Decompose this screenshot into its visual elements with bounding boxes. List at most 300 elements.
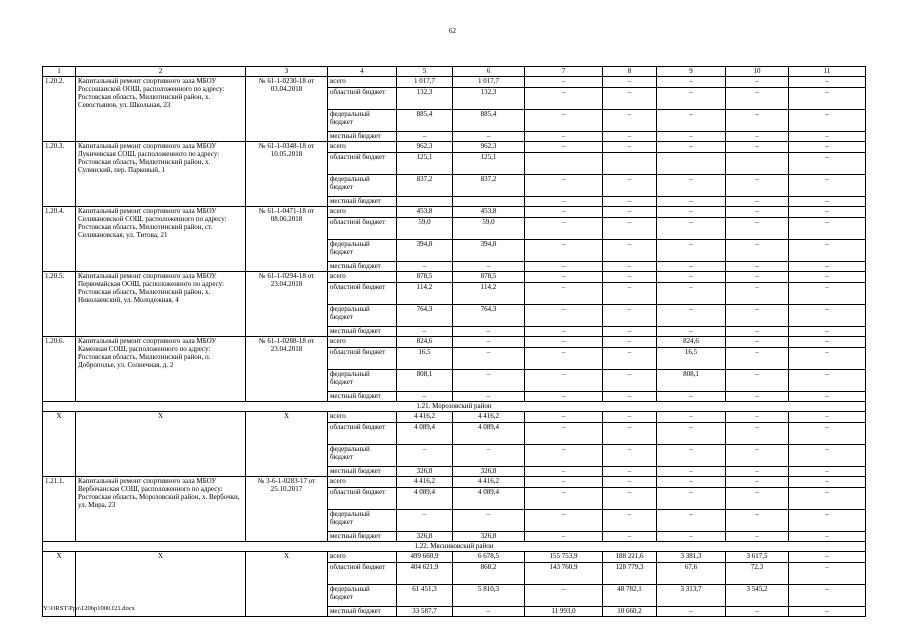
value-cell: 125,1 (397, 153, 453, 175)
value-cell: – (726, 262, 789, 272)
value-cell: 4 416,2 (397, 477, 453, 488)
value-cell: – (525, 132, 603, 142)
value-cell: – (726, 370, 789, 392)
value-cell: 11 993,0 (525, 607, 603, 617)
budget-source: местный бюджет (328, 132, 397, 142)
value-cell: – (453, 510, 525, 532)
value-cell: – (657, 88, 726, 110)
x-cell: X (76, 552, 246, 617)
value-cell: – (726, 207, 789, 218)
value-cell: 4 089,4 (397, 488, 453, 510)
value-cell: – (525, 477, 603, 488)
value-cell: – (603, 305, 657, 327)
value-cell: 499 660,9 (397, 552, 453, 563)
document-number: № 61-1-0294-18 от 23.04.2018 (246, 272, 328, 337)
value-cell: – (789, 412, 866, 423)
value-cell: – (726, 77, 789, 88)
value-cell: 10 660,2 (603, 607, 657, 617)
value-cell: 59,0 (453, 218, 525, 240)
budget-source: местный бюджет (328, 262, 397, 272)
column-header: 8 (603, 67, 657, 77)
value-cell: – (453, 327, 525, 337)
item-name: Капитальный ремонт спортивного зала МБОУ Первомайская ООШ, расположенного по адресу: Ростовская область, Милютинский район, х. Николаевский, ул. Молодежная, 4 (76, 272, 246, 337)
item-name: Капитальный ремонт спортивного зала МБОУ Вербочанская СОШ, расположенного по адресу: Ростовская область, Морозовский район, х. Вербочки, ул. Мира, 23 (76, 477, 246, 542)
value-cell: – (525, 412, 603, 423)
value-cell: – (789, 585, 866, 607)
value-cell: – (789, 110, 866, 132)
budget-source: федеральный бюджет (328, 305, 397, 327)
budget-source: федеральный бюджет (328, 445, 397, 467)
value-cell: – (726, 423, 789, 445)
value-cell: – (525, 445, 603, 467)
value-cell: – (453, 445, 525, 467)
value-cell: – (525, 207, 603, 218)
budget-source: областной бюджет (328, 563, 397, 585)
value-cell: – (525, 585, 603, 607)
item-number: 1.20.5. (43, 272, 76, 337)
value-cell: 962,3 (397, 142, 453, 153)
budget-source: всего (328, 77, 397, 88)
value-cell: – (603, 445, 657, 467)
item-number: 1.20.3. (43, 142, 76, 207)
value-cell: – (657, 305, 726, 327)
value-cell: 764,3 (453, 305, 525, 327)
value-cell: – (525, 392, 603, 402)
value-cell: – (657, 412, 726, 423)
value-cell: 1 017,7 (397, 77, 453, 88)
value-cell: – (789, 305, 866, 327)
value-cell: – (726, 445, 789, 467)
value-cell: – (603, 132, 657, 142)
column-header: 11 (789, 67, 866, 77)
budget-source: областной бюджет (328, 88, 397, 110)
document-number: № 61-1-0348-18 от 10.05.2018 (246, 142, 328, 207)
budget-source: федеральный бюджет (328, 175, 397, 197)
value-cell: – (789, 77, 866, 88)
value-cell: – (397, 392, 453, 402)
value-cell: 155 753,9 (525, 552, 603, 563)
value-cell: 132,3 (397, 88, 453, 110)
value-cell: 48 782,1 (603, 585, 657, 607)
column-header: 6 (453, 67, 525, 77)
value-cell: – (603, 337, 657, 348)
value-cell: – (603, 423, 657, 445)
value-cell: – (603, 283, 657, 305)
value-cell: – (789, 153, 866, 175)
value-cell (726, 153, 789, 175)
value-cell: – (603, 77, 657, 88)
value-cell: – (657, 510, 726, 532)
value-cell: 114,2 (453, 283, 525, 305)
value-cell: – (657, 175, 726, 197)
value-cell: – (603, 412, 657, 423)
value-cell: – (525, 175, 603, 197)
value-cell: 5 810,3 (453, 585, 525, 607)
value-cell: 16,5 (657, 348, 726, 370)
value-cell: 188 221,6 (603, 552, 657, 563)
value-cell: – (789, 445, 866, 467)
section-title: 1.21. Морозовский район (43, 402, 866, 412)
value-cell: – (726, 412, 789, 423)
value-cell: 394,8 (453, 240, 525, 262)
value-cell: – (789, 197, 866, 207)
value-cell: – (397, 445, 453, 467)
value-cell: 878,5 (397, 272, 453, 283)
value-cell: – (789, 552, 866, 563)
table-row (43, 412, 866, 423)
value-cell: – (525, 272, 603, 283)
value-cell: 453,8 (397, 207, 453, 218)
value-cell: – (789, 327, 866, 337)
value-cell: 878,5 (453, 272, 525, 283)
value-cell: – (525, 88, 603, 110)
value-cell: – (789, 337, 866, 348)
value-cell: 59,0 (397, 218, 453, 240)
value-cell: 404 621,9 (397, 563, 453, 585)
value-cell: 824,6 (397, 337, 453, 348)
value-cell: – (525, 197, 603, 207)
budget-source: всего (328, 337, 397, 348)
value-cell: – (603, 510, 657, 532)
value-cell (525, 153, 603, 175)
document-number: № 61-1-0230-18 от 03.04.2018 (246, 77, 328, 142)
value-cell: 4 089,4 (453, 488, 525, 510)
value-cell: – (726, 467, 789, 477)
value-cell: – (789, 392, 866, 402)
value-cell: – (657, 488, 726, 510)
value-cell: – (657, 392, 726, 402)
value-cell: 128 779,3 (603, 563, 657, 585)
value-cell: – (789, 272, 866, 283)
value-cell: – (789, 142, 866, 153)
value-cell: – (789, 283, 866, 305)
value-cell: – (789, 175, 866, 197)
value-cell: 143 760,9 (525, 563, 603, 585)
value-cell: – (789, 132, 866, 142)
value-cell: 837,2 (453, 175, 525, 197)
value-cell: – (657, 77, 726, 88)
value-cell: – (657, 607, 726, 617)
budget-source: областной бюджет (328, 218, 397, 240)
value-cell: – (726, 392, 789, 402)
column-header: 9 (657, 67, 726, 77)
value-cell (453, 197, 525, 207)
value-cell: – (603, 218, 657, 240)
value-cell: – (525, 327, 603, 337)
value-cell: 962,3 (453, 142, 525, 153)
value-cell: – (726, 532, 789, 542)
value-cell: 808,1 (657, 370, 726, 392)
value-cell: – (789, 510, 866, 532)
value-cell: 132,3 (453, 88, 525, 110)
value-cell: 3 381,3 (657, 552, 726, 563)
item-name: Капитальный ремонт спортивного зала МБОУ Селивановской СОШ, расположенного по адресу: Ростовская область, Милютинский район, ст. Селивановская, ул. Титова, 21 (76, 207, 246, 272)
value-cell: – (453, 370, 525, 392)
budget-source: областной бюджет (328, 488, 397, 510)
value-cell: – (453, 132, 525, 142)
budget-source: всего (328, 142, 397, 153)
budget-source: всего (328, 207, 397, 218)
item-name: Капитальный ремонт спортивного зала МБОУ Россошанской ООШ, расположенного по адресу: Ростовская область, Милютинский район, х. Севостьянов, ул. Школьная, 23 (76, 77, 246, 142)
value-cell: – (525, 488, 603, 510)
value-cell: 16,5 (397, 348, 453, 370)
x-cell: X (76, 412, 246, 477)
value-cell: – (603, 532, 657, 542)
budget-table (42, 66, 866, 617)
value-cell: – (657, 327, 726, 337)
budget-source: местный бюджет (328, 392, 397, 402)
value-cell: 764,3 (397, 305, 453, 327)
value-cell: – (726, 607, 789, 617)
value-cell: – (789, 88, 866, 110)
value-cell: – (603, 327, 657, 337)
budget-source: местный бюджет (328, 327, 397, 337)
column-header: 1 (43, 67, 76, 77)
value-cell: 868,2 (453, 563, 525, 585)
section-row (43, 402, 866, 412)
budget-source: местный бюджет (328, 197, 397, 207)
value-cell: – (657, 197, 726, 207)
value-cell: 3 313,7 (657, 585, 726, 607)
value-cell: – (657, 272, 726, 283)
budget-source: федеральный бюджет (328, 510, 397, 532)
value-cell: 1 017,7 (453, 77, 525, 88)
value-cell: 125,1 (453, 153, 525, 175)
value-cell: 114,2 (397, 283, 453, 305)
x-cell: X (246, 412, 328, 477)
value-cell: 4 416,2 (453, 412, 525, 423)
budget-source: всего (328, 552, 397, 563)
value-cell: 33 587,7 (397, 607, 453, 617)
value-cell: – (525, 467, 603, 477)
value-cell: – (726, 110, 789, 132)
value-cell: – (453, 348, 525, 370)
value-cell: 3 545,2 (726, 585, 789, 607)
value-cell: – (397, 510, 453, 532)
column-header: 7 (525, 67, 603, 77)
value-cell: – (789, 477, 866, 488)
value-cell: 4 089,4 (453, 423, 525, 445)
value-cell: – (789, 563, 866, 585)
value-cell: – (525, 348, 603, 370)
value-cell: – (453, 337, 525, 348)
value-cell: 885,4 (453, 110, 525, 132)
value-cell: – (789, 423, 866, 445)
value-cell: – (603, 370, 657, 392)
section-row (43, 542, 866, 552)
value-cell: – (603, 467, 657, 477)
value-cell: – (525, 218, 603, 240)
value-cell: – (726, 142, 789, 153)
table-row (43, 142, 866, 153)
value-cell: – (603, 88, 657, 110)
item-name: Капитальный ремонт спортивного зала МБОУ Каменная СОШ, расположенного по адресу: Ростовская область, Милютинский район, п. Доброполье, ул. Солнечная, д. 2 (76, 337, 246, 402)
value-cell: – (525, 370, 603, 392)
value-cell (657, 153, 726, 175)
value-cell: – (603, 142, 657, 153)
value-cell: – (397, 327, 453, 337)
value-cell (397, 197, 453, 207)
value-cell: – (453, 262, 525, 272)
value-cell: 3 617,5 (726, 552, 789, 563)
value-cell: – (603, 477, 657, 488)
value-cell: – (789, 218, 866, 240)
column-header: 2 (76, 67, 246, 77)
value-cell: – (657, 467, 726, 477)
value-cell: – (789, 348, 866, 370)
value-cell: – (726, 175, 789, 197)
page-number: 62 (449, 27, 456, 35)
value-cell: 326,8 (397, 467, 453, 477)
budget-source: федеральный бюджет (328, 370, 397, 392)
value-cell: 808,1 (397, 370, 453, 392)
budget-source: федеральный бюджет (328, 110, 397, 132)
budget-source: всего (328, 477, 397, 488)
item-name: Капитальный ремонт спортивного зала МБОУ Лукичевская СОШ, расположенного по адресу: Ростовская область, Милютинский район, х. Сулинский, пер. Парковый, 1 (76, 142, 246, 207)
value-cell: 4 416,2 (397, 412, 453, 423)
x-cell: X (43, 412, 76, 477)
value-cell: – (525, 240, 603, 262)
table-row (43, 477, 866, 488)
item-number: 1.20.6. (43, 337, 76, 402)
section-title: 1.22. Мясниковский район (43, 542, 866, 552)
value-cell: – (726, 488, 789, 510)
value-cell: – (726, 327, 789, 337)
value-cell: – (789, 262, 866, 272)
value-cell: 4 416,2 (453, 477, 525, 488)
value-cell: – (726, 305, 789, 327)
value-cell: 4 089,4 (397, 423, 453, 445)
budget-source: областной бюджет (328, 348, 397, 370)
budget-source: местный бюджет (328, 467, 397, 477)
value-cell: – (789, 488, 866, 510)
value-cell: – (603, 175, 657, 197)
value-cell: – (603, 262, 657, 272)
budget-source: областной бюджет (328, 423, 397, 445)
x-cell: X (246, 552, 328, 617)
table-row (43, 272, 866, 283)
value-cell: 885,4 (397, 110, 453, 132)
value-cell: – (525, 423, 603, 445)
column-header: 4 (328, 67, 397, 77)
value-cell: – (525, 262, 603, 272)
value-cell: – (525, 283, 603, 305)
value-cell: – (726, 240, 789, 262)
value-cell: 453,8 (453, 207, 525, 218)
value-cell: – (657, 262, 726, 272)
value-cell: – (789, 467, 866, 477)
value-cell: – (525, 142, 603, 153)
value-cell: – (726, 510, 789, 532)
value-cell: 72,3 (726, 563, 789, 585)
value-cell: 61 451,3 (397, 585, 453, 607)
header-row (43, 67, 866, 77)
value-cell: – (726, 197, 789, 207)
value-cell: – (397, 132, 453, 142)
value-cell: – (603, 392, 657, 402)
value-cell: – (453, 392, 525, 402)
budget-source: федеральный бюджет (328, 240, 397, 262)
value-cell: – (789, 607, 866, 617)
table-row (43, 337, 866, 348)
x-cell: X (43, 552, 76, 617)
value-cell: – (525, 77, 603, 88)
value-cell: – (726, 477, 789, 488)
value-cell: – (726, 348, 789, 370)
value-cell: 394,8 (397, 240, 453, 262)
value-cell: 837,2 (397, 175, 453, 197)
value-cell: – (603, 272, 657, 283)
value-cell (603, 153, 657, 175)
budget-source: всего (328, 412, 397, 423)
value-cell: – (603, 240, 657, 262)
value-cell: 6 678,5 (453, 552, 525, 563)
value-cell: – (657, 110, 726, 132)
value-cell: – (789, 532, 866, 542)
value-cell: – (603, 110, 657, 132)
budget-source: федеральный бюджет (328, 585, 397, 607)
value-cell: – (453, 607, 525, 617)
value-cell: – (726, 132, 789, 142)
value-cell: – (603, 197, 657, 207)
value-cell: – (525, 305, 603, 327)
value-cell: 824,6 (657, 337, 726, 348)
value-cell: – (726, 337, 789, 348)
value-cell: – (726, 272, 789, 283)
value-cell: – (657, 240, 726, 262)
value-cell: – (789, 207, 866, 218)
value-cell: – (657, 423, 726, 445)
column-header: 5 (397, 67, 453, 77)
value-cell: – (726, 283, 789, 305)
column-header: 3 (246, 67, 328, 77)
value-cell: – (603, 207, 657, 218)
value-cell: – (525, 337, 603, 348)
value-cell: 67,6 (657, 563, 726, 585)
value-cell: 326,8 (453, 467, 525, 477)
value-cell: – (726, 218, 789, 240)
value-cell: – (657, 207, 726, 218)
value-cell: – (397, 262, 453, 272)
table-row (43, 77, 866, 88)
budget-source: областной бюджет (328, 153, 397, 175)
value-cell: – (657, 142, 726, 153)
item-number: 1.20.4. (43, 207, 76, 272)
value-cell: 326,8 (397, 532, 453, 542)
item-number: 1.21.1. (43, 477, 76, 542)
value-cell: – (657, 477, 726, 488)
value-cell: – (657, 532, 726, 542)
value-cell: – (525, 532, 603, 542)
document-number: № 61-1-0471-18 от 08.06.2018 (246, 207, 328, 272)
value-cell: – (657, 445, 726, 467)
value-cell: – (726, 88, 789, 110)
value-cell: – (603, 488, 657, 510)
value-cell: – (789, 370, 866, 392)
item-number: 1.20.2. (43, 77, 76, 142)
budget-source: местный бюджет (328, 607, 397, 617)
table-row (43, 552, 866, 563)
value-cell: – (657, 132, 726, 142)
document-number: № 61-1-0288-18 от 23.04.2018 (246, 337, 328, 402)
value-cell: – (657, 283, 726, 305)
table-row (43, 207, 866, 218)
document-number: № 3-6-1-0283-17 от 25.10.2017 (246, 477, 328, 542)
budget-source: местный бюджет (328, 532, 397, 542)
value-cell: – (525, 110, 603, 132)
value-cell: – (657, 218, 726, 240)
file-path-footer: Y:\ORST\Ppo\1206p1000.f21.docx (43, 605, 135, 612)
